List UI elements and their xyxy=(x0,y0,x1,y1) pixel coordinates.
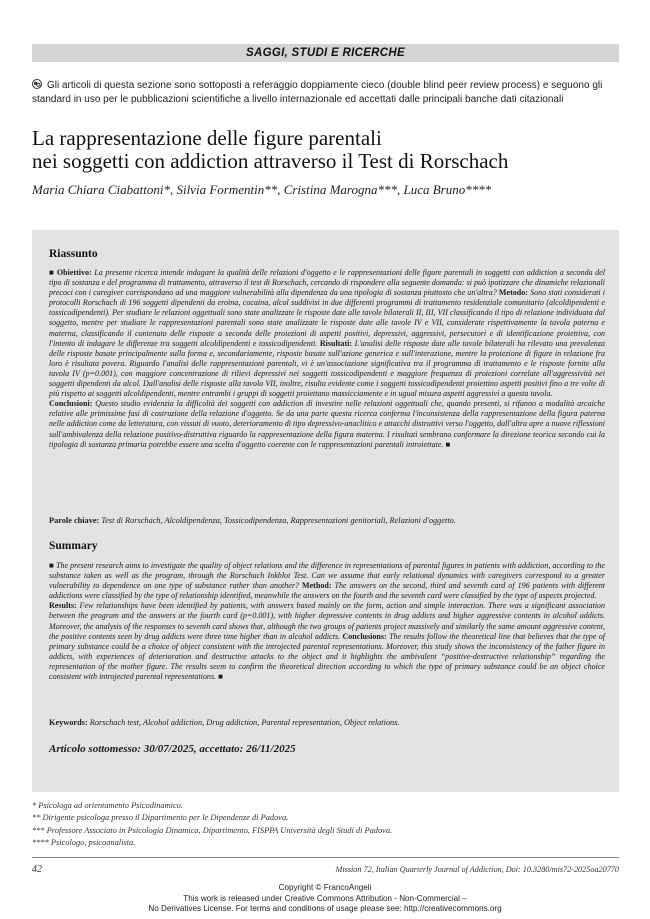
label-metodo: Metodo: xyxy=(498,288,528,298)
parole-chiave-label: Parole chiave: xyxy=(49,516,100,525)
article-title xyxy=(32,127,622,173)
summary-text xyxy=(49,561,605,682)
footnote: *** Professore Associato in Psicologia Dinamica, Dipartimento, FISPPA Università degli Studi di Padova. xyxy=(32,825,393,835)
end-mark: ■ xyxy=(218,672,223,682)
footnotes xyxy=(32,800,622,850)
label-method: Method: xyxy=(302,581,332,591)
license-notice xyxy=(0,883,650,915)
section-header: SAGGI, STUDI E RICERCHE xyxy=(32,44,619,62)
journal-citation: Mission 72, Italian Quarterly Journal of Addiction, Doi: 10.3280/mis72-2025oa20770 xyxy=(335,865,619,874)
label-obiettivo: Obiettivo: xyxy=(56,268,92,277)
license-line-1: This work is released under Creative Commons Attribution - Non-Commercial – xyxy=(183,893,467,903)
riassunto-text xyxy=(49,268,605,450)
peer-review-text: Gli articoli di questa sezione sono sottoposti a referaggio doppiamente cieco (double blind peer review process) e seguono gli standard in uso per le pubblicazioni scientifiche a livello internazionale ed accettati dalle principali banche dati citazionali xyxy=(32,80,603,105)
license-line-2: No Derivatives License. For terms and conditions of usage please see: http://creativecommons.org xyxy=(148,904,502,913)
summary-conclusions: The results follow the theoretical line that believes that the type of primary substance could be a choice of object consistent with the introjected parental representations. Moreover, this study shows the inconsistency of the father figure in addicts, with experiences of deterioration and destructive attacks to the object and it highlights the ambivalent “positive-destructive relationship” regarding the representation of the mother figure. The results seem to confirm the theoretical direction according to which the type of primary substance could be an object choice consistent with introjected parental representations. xyxy=(49,631,605,682)
label-risultati: Risultati: xyxy=(319,338,353,348)
summary-results: Few relationships have been identified by patients, with answers based mainly on the form, action and simple interaction. There was a significant association between the program and the answers at the fourth card (p=0.001), with higher depressive contents in drug addicts and higher aggressive contents in alcohol addicts. Moreover, the analysis of the responses to seventh card shows that, although the two groups of patients project massively and similarly the same amount aggressive content, the positive contents seen by drug addicts were three time higher than in alcohol addicts. xyxy=(49,601,605,641)
parole-chiave xyxy=(49,516,605,526)
label-conclusions: Conclusions: xyxy=(342,631,387,641)
riassunto-conclusioni: Questo studio evidenzia la difficoltà dei soggetti con addiction di investire nelle relazioni oggettuali che, quando presenti, si rifanno a modalità arcaiche relative alle primissime fasi di costruzione della relazione d'oggetto. Se da una parte questa ricerca conferma l'inconsistenza della rappresentazione della figura paterna nelle addiction come da letteratura, con vissuti di vuoto, deterioramento di tipo depressivo-anaclitico e attacchi distruttivi verso l'oggetto, dall'altra apre a nuove riflessioni sull'ambivalenza della relazione positivo-distruttiva riguardo la rappresentazione della figura materna. I risultati sembrano confermare la direzione teorica secondo cui la tipologia di sostanza primaria potrebbe essere una scelta d'oggetto coerente con le rappresentazioni parentali introiettate. xyxy=(49,399,605,449)
keywords-text: Rorschach test, Alcohol addiction, Drug addiction, Parental representation, Object relations. xyxy=(89,718,400,727)
keywords-label: Keywords: xyxy=(49,718,88,727)
footer-rule xyxy=(32,857,619,858)
riassunto-metodo: Sono stati considerati i protocolli Rorschach di 196 soggetti dipendenti da eroina, cocaina, alcol suddivisi in due differenti programmi di trattamento residenziale comunitario (alcoldipendenti e tossicodipendenti). Per studiare le relazioni oggettuali sono state analizzate le risposte date alle tavole bilaterali II, III, VII classificando il tipo di relazione individuata dal soggetto, mentre per studiare le rappresentazioni parentali sono state analizzate le risposte date alle tavole IV e VII, considerate rispettivamente la tavola paterna e materna, classificando il contenuto delle risposte a seconda delle proiezioni di aspetti positivi, depressivi, aggressivi, persecutori e di identificazione proiettiva, con l'intento di indagare le differenze tra soggetti alcoldipendenti e tossicodipendenti. xyxy=(49,288,605,348)
footnote: * Psicologa ad orientamento Psicodinamico. xyxy=(32,801,183,810)
keywords xyxy=(49,718,605,728)
author-list: Maria Chiara Ciabattoni*, Silvia Formentin**, Cristina Marogna***, Luca Bruno**** xyxy=(32,182,492,197)
bullet-mark: ■ xyxy=(49,561,54,570)
submission-dates: Articolo sottomesso: 30/07/2025, accettato: 26/11/2025 xyxy=(49,743,296,755)
peer-review-note xyxy=(32,79,622,106)
end-mark: ■ xyxy=(445,439,451,449)
summary-intro: The present research aims to investigate the quality of object relations and the difference in representations of parental figures in patients with addiction, according to the substance taken as well as the program, through the Rorschach Inkblot Test. Can we assume that early relational dynamics with caregivers correspond to a greater vulnerability to dependence on one type of substance rather than another? xyxy=(49,561,605,591)
title-line-2: nei soggetti con addiction attraverso il Test di Rorschach xyxy=(32,149,509,173)
label-results: Results: xyxy=(49,601,77,611)
riassunto-obiettivo: La presente ricerca intende indagare la qualità delle relazioni d'oggetto e le rappresentazioni delle figure parentali in soggetti con addiction a seconda del tipo di sostanza e del programma di trattamento, attraverso il test di Rorschach, cercando di rispondere alla seguente domanda: si può ipotizzare che dinamiche relazionali precoci con i caregiver corrispondano ad una maggiore vulnerabilità alla dipendenza da una tipologia di sostanza piuttosto che un'altra? xyxy=(49,268,605,298)
parole-chiave-text: Test di Rorschach, Alcoldipendenza, Tossicodipendenza, Rappresentazioni genitoriali, Relazioni d'oggetto. xyxy=(101,516,456,525)
abstract-box xyxy=(32,230,619,792)
footnote: ** Dirigente psicologa presso il Dipartimento per le Dipendenze di Padova. xyxy=(32,813,289,823)
bullet-mark: ■ xyxy=(49,268,55,277)
footnote: **** Psicologo, psicoanalista. xyxy=(32,838,136,848)
label-conclusioni: Conclusioni: xyxy=(49,399,93,409)
peer-review-icon xyxy=(32,79,42,89)
summary-heading: Summary xyxy=(49,540,98,552)
riassunto-risultati: L'analisi delle risposte date alle tavole bilaterali ha rilevato una prevalenza delle risposte basate principalmente sulla forma e, secondariamente, risposte basate sull'azione generica e sull'interazione, mentre la proiezione di figure in relazione fra loro è risultata povera. Riguardo l'analisi delle rappresentazioni parentali, vi è un'associazione significativa tra il programma di trattamento e le risposte fornite alla tavola IV (p=0.001), con maggiore concentrazione di rilievi depressivi nei soggetti tossicodipendenti e maggiore frequenza di proiezioni correlate all'aggressività nei soggetti dipendenti da alcol. Dall'analisi delle risposte alla tavola VII, inoltre, risulta evidente come i soggetti tossicodipendenti proiettino aspetti positivi fino a tre volte di più rispetto ai soggetti alcoldipendenti, mentre entrambi i gruppi di soggetti proiettano massicciamente e in ugual misura aspetti aggressivi a questa tavola. xyxy=(49,338,605,399)
riassunto-heading: Riassunto xyxy=(49,248,98,260)
summary-method: The answers on the second, third and seventh card of 196 patients with different addictions were classified by the type of relationship identified, meanwhile the answers on the fourth and the seventh card were classified by the type of aspects projected. xyxy=(49,581,605,601)
copyright-line: Copyright © FrancoAngeli xyxy=(278,883,372,892)
page-number: 42 xyxy=(32,864,42,875)
title-line-1: La rappresentazione delle figure parentali xyxy=(32,126,382,150)
